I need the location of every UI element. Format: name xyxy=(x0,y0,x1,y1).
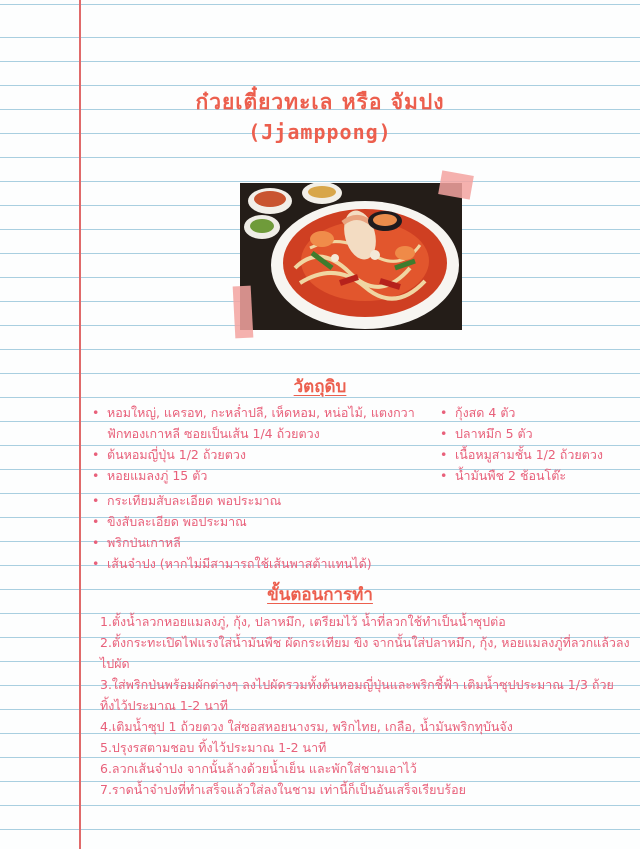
step-item: 2.ตั้งกระทะเปิดไฟแรงใส่น้ำมันพืช ผัดกระเทียม ขิง จากนั้นใส่ปลาหมึก, กุ้ง, หอยแมลงภู่ที่ลวกแล้วลงไปผัด xyxy=(100,635,630,671)
tape-bottom-left xyxy=(233,286,254,339)
step-item: 4.เติมน้ำซุป 1 ถ้วยตวง ใส่ซอสหอยนางรม, พริกไทย, เกลือ, น้ำมันพริกทุบันจัง xyxy=(100,719,513,734)
step-item: 6.ลวกเส้นจ๋าปง จากนั้นล้างด้วยน้ำเย็น และพักใส่ชามเอาไว้ xyxy=(100,761,417,776)
ingredient-item: • เนื้อหมูสามชั้น 1/2 ถ้วยตวง xyxy=(438,444,638,465)
step-item: 3.ใส่พริกป่นพร้อมผักต่างๆ ลงไปผัดรวมทั้งต้นหอมญี่ปุ่นและพริกชี้ฟ้า เติมน้ำซุปประมาณ 1/3 ถ้วย ทิ้งไว้ประมาณ 1-2 นาที xyxy=(100,677,614,713)
ingredient-item: • กระเทียมสับละเอียด พอประมาณ xyxy=(90,490,550,511)
step-item: 1.ตั้งน้ำลวกหอยแมลงภู่, กุ้ง, ปลาหมึก, เตรียมไว้ น้ำที่ลวกใช้ทำเป็นน้ำซุปต่อ xyxy=(100,614,506,629)
ingredients-heading: วัตถุดิบ xyxy=(293,377,347,397)
ingredient-item: • ต้นหอมญี่ปุ่น 1/2 ถ้วยตวง xyxy=(90,444,435,465)
ingredient-item: • ปลาหมึก 5 ตัว xyxy=(438,423,638,444)
step-item: 7.ราดน้ำจ๋าปงที่ทำเสร็จแล้วใส่ลงในชาม เท่านี้ก็เป็นอันเสร็จเรียบร้อย xyxy=(100,782,466,797)
step-item: 5.ปรุงรสตามชอบ ทิ้งไว้ประมาณ 1-2 นาที xyxy=(100,740,327,755)
ingredient-item: • น้ำมันพืช 2 ช้อนโต๊ะ xyxy=(438,465,638,486)
ingredients-list-left xyxy=(90,402,435,486)
steps-heading: ขั้นตอนการทำ xyxy=(267,585,373,605)
jjamppong-photo xyxy=(240,183,462,330)
ingredients-list-bottom xyxy=(90,490,550,574)
ingredient-item: • กุ้งสด 4 ตัว xyxy=(438,402,638,423)
ingredient-item: • พริกป่นเกาหลี xyxy=(90,532,550,553)
ingredient-item: • ขิงสับละเอียด พอประมาณ xyxy=(90,511,550,532)
ingredient-item: • หอมใหญ่, แครอท, กะหล่ำปลี, เห็ดหอม, หน่อไม้, แตงกวาฟักทองเกาหลี ซอยเป็นเส้น 1/4 ถ้วยตวง xyxy=(90,402,435,444)
recipe-title-thai: ก๋วยเตี๋ยวทะเล หรือ จัมปง xyxy=(195,90,445,114)
dish-photo-frame xyxy=(240,183,462,330)
ingredient-item: • เส้นจ๋าปง (หากไม่มีสามารถใช้เส้นพาสต้าแทนได้) xyxy=(90,553,550,574)
recipe-title-english: (Jjamppong) xyxy=(248,120,392,144)
ingredients-list-right xyxy=(438,402,638,486)
ingredient-item: • หอยแมลงภู่ 15 ตัว xyxy=(90,465,435,486)
steps-list xyxy=(100,611,630,800)
